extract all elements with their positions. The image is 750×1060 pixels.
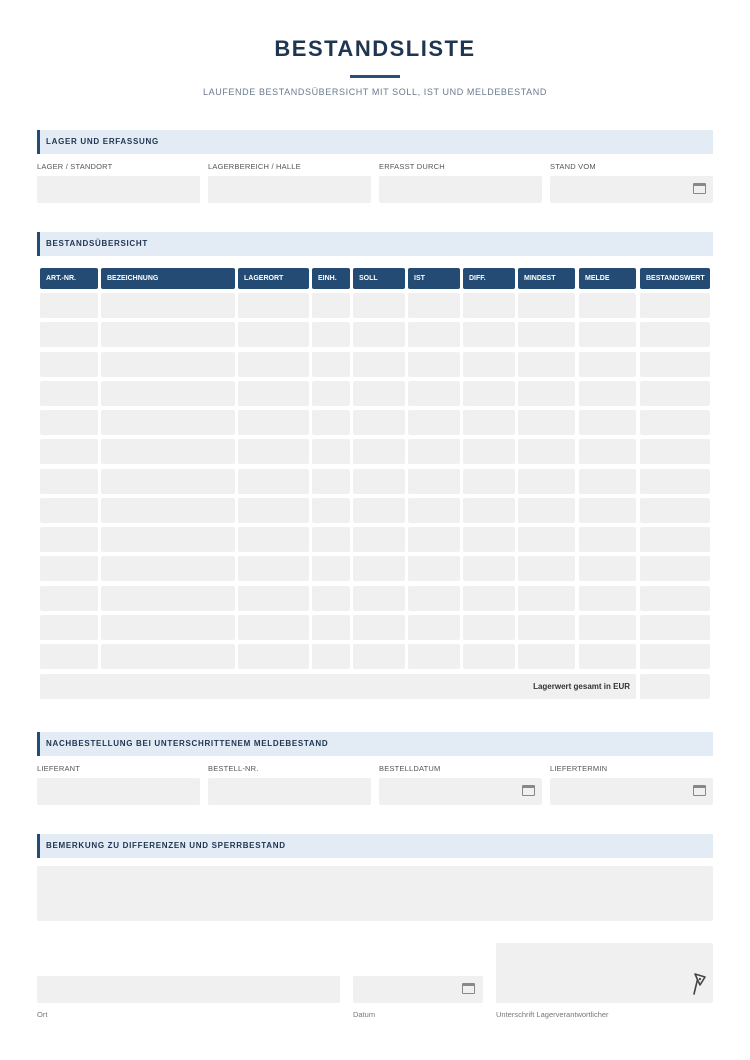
table-cell-ist[interactable] xyxy=(408,410,460,435)
table-cell-diff[interactable] xyxy=(463,352,515,377)
label-datum: Datum xyxy=(353,1010,376,1019)
section-header-lager: LAGER UND ERFASSUNG xyxy=(37,130,713,154)
table-cell-ist[interactable] xyxy=(408,556,460,581)
page-subtitle: LAUFENDE BESTANDSÜBERSICHT MIT SOLL, IST UND MELDEBESTAND xyxy=(203,87,547,97)
table-cell-melde[interactable] xyxy=(579,439,636,464)
table-cell-einheit[interactable] xyxy=(312,410,350,435)
table-cell-mindest[interactable] xyxy=(518,527,575,552)
label-unterschrift: Unterschrift Lagerverantwortlicher xyxy=(496,1010,609,1019)
table-cell-diff[interactable] xyxy=(463,322,515,347)
table-cell-bezeichnung[interactable] xyxy=(101,469,235,494)
table-cell-ist[interactable] xyxy=(408,381,460,406)
table-cell-diff[interactable] xyxy=(463,410,515,435)
erfasst-durch-field[interactable] xyxy=(379,176,542,203)
table-cell-art-nr[interactable] xyxy=(40,352,98,377)
table-cell-ist[interactable] xyxy=(408,322,460,347)
table-cell-mindest[interactable] xyxy=(518,644,575,669)
calendar-icon[interactable] xyxy=(522,785,535,796)
bemerkung-textarea[interactable] xyxy=(37,866,713,921)
table-cell-einheit[interactable] xyxy=(312,644,350,669)
table-cell-bestandswert[interactable] xyxy=(640,644,710,669)
table-cell-einheit[interactable] xyxy=(312,498,350,523)
table-cell-einheit[interactable] xyxy=(312,322,350,347)
table-cell-melde[interactable] xyxy=(579,293,636,318)
table-cell-art-nr[interactable] xyxy=(40,410,98,435)
table-cell-mindest[interactable] xyxy=(518,469,575,494)
table-cell-soll[interactable] xyxy=(353,498,405,523)
table-cell-mindest[interactable] xyxy=(518,498,575,523)
calendar-icon[interactable] xyxy=(693,785,706,796)
table-cell-lagerort[interactable] xyxy=(238,381,309,406)
table-cell-soll[interactable] xyxy=(353,527,405,552)
table-cell-mindest[interactable] xyxy=(518,293,575,318)
section-header-nachbestellung: NACHBESTELLUNG BEI UNTERSCHRITTENEM MELDEBESTAND xyxy=(37,732,713,756)
table-cell-melde[interactable] xyxy=(579,352,636,377)
table-cell-melde[interactable] xyxy=(579,498,636,523)
table-cell-bezeichnung[interactable] xyxy=(101,352,235,377)
table-cell-mindest[interactable] xyxy=(518,586,575,611)
table-cell-soll[interactable] xyxy=(353,644,405,669)
table-cell-art-nr[interactable] xyxy=(40,439,98,464)
table-cell-bezeichnung[interactable] xyxy=(101,322,235,347)
table-cell-art-nr[interactable] xyxy=(40,469,98,494)
table-cell-bestandswert[interactable] xyxy=(640,439,710,464)
table-cell-bezeichnung[interactable] xyxy=(101,527,235,552)
label-lagerbereich: LAGERBEREICH / HALLE xyxy=(208,162,301,171)
table-cell-bestandswert[interactable] xyxy=(640,322,710,347)
table-cell-lagerort[interactable] xyxy=(238,439,309,464)
section-header-bemerkung: BEMERKUNG ZU DIFFERENZEN UND SPERRBESTAND xyxy=(37,834,713,858)
table-cell-art-nr[interactable] xyxy=(40,381,98,406)
table-cell-art-nr[interactable] xyxy=(40,293,98,318)
table-cell-lagerort[interactable] xyxy=(238,556,309,581)
total-value-field[interactable] xyxy=(640,674,710,699)
col-header-art-nr: ART.-NR. xyxy=(40,268,98,289)
table-cell-art-nr[interactable] xyxy=(40,498,98,523)
table-cell-art-nr[interactable] xyxy=(40,527,98,552)
calendar-icon[interactable] xyxy=(693,183,706,194)
table-cell-art-nr[interactable] xyxy=(40,322,98,347)
table-cell-mindest[interactable] xyxy=(518,410,575,435)
table-cell-einheit[interactable] xyxy=(312,586,350,611)
table-cell-diff[interactable] xyxy=(463,498,515,523)
bestell-nr-field[interactable] xyxy=(208,778,371,805)
lager-standort-field[interactable] xyxy=(37,176,200,203)
table-cell-mindest[interactable] xyxy=(518,556,575,581)
table-cell-melde[interactable] xyxy=(579,381,636,406)
table-cell-diff[interactable] xyxy=(463,556,515,581)
page-title: BESTANDSLISTE xyxy=(274,36,476,61)
table-cell-melde[interactable] xyxy=(579,644,636,669)
table-cell-bezeichnung[interactable] xyxy=(101,293,235,318)
label-erfasst-durch: ERFASST DURCH xyxy=(379,162,445,171)
table-cell-lagerort[interactable] xyxy=(238,615,309,640)
table-cell-art-nr[interactable] xyxy=(40,586,98,611)
table-cell-diff[interactable] xyxy=(463,644,515,669)
table-cell-diff[interactable] xyxy=(463,469,515,494)
table-cell-mindest[interactable] xyxy=(518,322,575,347)
col-header-melde: MELDE xyxy=(579,268,636,289)
table-cell-bestandswert[interactable] xyxy=(640,293,710,318)
table-cell-mindest[interactable] xyxy=(518,381,575,406)
table-cell-bestandswert[interactable] xyxy=(640,615,710,640)
col-header-bezeichnung: BEZEICHNUNG xyxy=(101,268,235,289)
table-cell-art-nr[interactable] xyxy=(40,615,98,640)
table-cell-soll[interactable] xyxy=(353,293,405,318)
label-liefertermin: LIEFERTERMIN xyxy=(550,764,608,773)
pen-icon xyxy=(692,972,708,998)
table-cell-lagerort[interactable] xyxy=(238,644,309,669)
table-cell-bestandswert[interactable] xyxy=(640,410,710,435)
table-cell-einheit[interactable] xyxy=(312,527,350,552)
table-cell-lagerort[interactable] xyxy=(238,322,309,347)
label-bestell-nr: BESTELL-NR. xyxy=(208,764,259,773)
bestelldatum-field[interactable] xyxy=(379,778,542,805)
table-cell-einheit[interactable] xyxy=(312,293,350,318)
table-cell-melde[interactable] xyxy=(579,556,636,581)
calendar-icon[interactable] xyxy=(462,983,475,994)
table-cell-bezeichnung[interactable] xyxy=(101,381,235,406)
table-cell-bezeichnung[interactable] xyxy=(101,498,235,523)
table-cell-melde[interactable] xyxy=(579,322,636,347)
table-cell-lagerort[interactable] xyxy=(238,352,309,377)
table-cell-bestandswert[interactable] xyxy=(640,352,710,377)
table-cell-diff[interactable] xyxy=(463,586,515,611)
section-header-bestand: BESTANDSÜBERSICHT xyxy=(37,232,713,256)
table-cell-ist[interactable] xyxy=(408,586,460,611)
col-header-diff: DIFF. xyxy=(463,268,515,289)
liefertermin-field[interactable] xyxy=(550,778,713,805)
table-cell-bezeichnung[interactable] xyxy=(101,410,235,435)
table-cell-einheit[interactable] xyxy=(312,381,350,406)
table-cell-einheit[interactable] xyxy=(312,615,350,640)
table-cell-lagerort[interactable] xyxy=(238,410,309,435)
table-cell-bestandswert[interactable] xyxy=(640,586,710,611)
col-header-bestandswert: BESTANDSWERT xyxy=(640,268,710,289)
table-cell-ist[interactable] xyxy=(408,644,460,669)
table-cell-diff[interactable] xyxy=(463,439,515,464)
table-cell-soll[interactable] xyxy=(353,469,405,494)
table-cell-bezeichnung[interactable] xyxy=(101,615,235,640)
col-header-einheit: EINH. xyxy=(312,268,350,289)
table-cell-soll[interactable] xyxy=(353,586,405,611)
table-cell-soll[interactable] xyxy=(353,556,405,581)
table-cell-mindest[interactable] xyxy=(518,439,575,464)
table-cell-bestandswert[interactable] xyxy=(640,381,710,406)
title-divider xyxy=(350,75,400,78)
table-cell-bezeichnung[interactable] xyxy=(101,439,235,464)
label-ort: Ort xyxy=(37,1010,48,1019)
table-cell-ist[interactable] xyxy=(408,469,460,494)
table-cell-soll[interactable] xyxy=(353,381,405,406)
table-cell-lagerort[interactable] xyxy=(238,586,309,611)
table-cell-ist[interactable] xyxy=(408,352,460,377)
col-header-mindest: MINDEST xyxy=(518,268,575,289)
table-cell-diff[interactable] xyxy=(463,615,515,640)
table-cell-einheit[interactable] xyxy=(312,469,350,494)
table-cell-ist[interactable] xyxy=(408,293,460,318)
table-cell-bestandswert[interactable] xyxy=(640,498,710,523)
table-cell-melde[interactable] xyxy=(579,586,636,611)
col-header-ist: IST xyxy=(408,268,460,289)
table-cell-einheit[interactable] xyxy=(312,439,350,464)
table-cell-soll[interactable] xyxy=(353,352,405,377)
table-cell-bezeichnung[interactable] xyxy=(101,556,235,581)
table-cell-soll[interactable] xyxy=(353,322,405,347)
table-cell-soll[interactable] xyxy=(353,410,405,435)
table-cell-ist[interactable] xyxy=(408,615,460,640)
label-lager-standort: LAGER / STANDORT xyxy=(37,162,113,171)
signature-field[interactable] xyxy=(496,943,713,1003)
table-cell-art-nr[interactable] xyxy=(40,556,98,581)
ort-field[interactable] xyxy=(37,976,340,1003)
lagerbereich-field[interactable] xyxy=(208,176,371,203)
table-cell-ist[interactable] xyxy=(408,527,460,552)
table-cell-bezeichnung[interactable] xyxy=(101,644,235,669)
table-cell-diff[interactable] xyxy=(463,381,515,406)
table-cell-bezeichnung[interactable] xyxy=(101,586,235,611)
table-cell-bestandswert[interactable] xyxy=(640,527,710,552)
table-cell-melde[interactable] xyxy=(579,410,636,435)
table-cell-mindest[interactable] xyxy=(518,352,575,377)
table-cell-lagerort[interactable] xyxy=(238,498,309,523)
table-cell-einheit[interactable] xyxy=(312,352,350,377)
table-cell-ist[interactable] xyxy=(408,439,460,464)
table-cell-bestandswert[interactable] xyxy=(640,469,710,494)
table-cell-soll[interactable] xyxy=(353,615,405,640)
col-header-lagerort: LAGERORT xyxy=(238,268,309,289)
col-header-soll: SOLL xyxy=(353,268,405,289)
lieferant-field[interactable] xyxy=(37,778,200,805)
table-cell-art-nr[interactable] xyxy=(40,644,98,669)
table-cell-lagerort[interactable] xyxy=(238,293,309,318)
table-cell-lagerort[interactable] xyxy=(238,469,309,494)
table-cell-melde[interactable] xyxy=(579,615,636,640)
table-cell-melde[interactable] xyxy=(579,469,636,494)
table-cell-soll[interactable] xyxy=(353,439,405,464)
label-lieferant: LIEFERANT xyxy=(37,764,81,773)
stand-vom-field[interactable] xyxy=(550,176,713,203)
table-cell-diff[interactable] xyxy=(463,293,515,318)
table-cell-lagerort[interactable] xyxy=(238,527,309,552)
table-cell-mindest[interactable] xyxy=(518,615,575,640)
label-bestelldatum: BESTELLDATUM xyxy=(379,764,441,773)
table-cell-bestandswert[interactable] xyxy=(640,556,710,581)
table-cell-ist[interactable] xyxy=(408,498,460,523)
table-cell-diff[interactable] xyxy=(463,527,515,552)
total-label: Lagerwert gesamt in EUR xyxy=(40,674,636,699)
table-cell-einheit[interactable] xyxy=(312,556,350,581)
label-stand-vom: STAND VOM xyxy=(550,162,596,171)
table-cell-melde[interactable] xyxy=(579,527,636,552)
